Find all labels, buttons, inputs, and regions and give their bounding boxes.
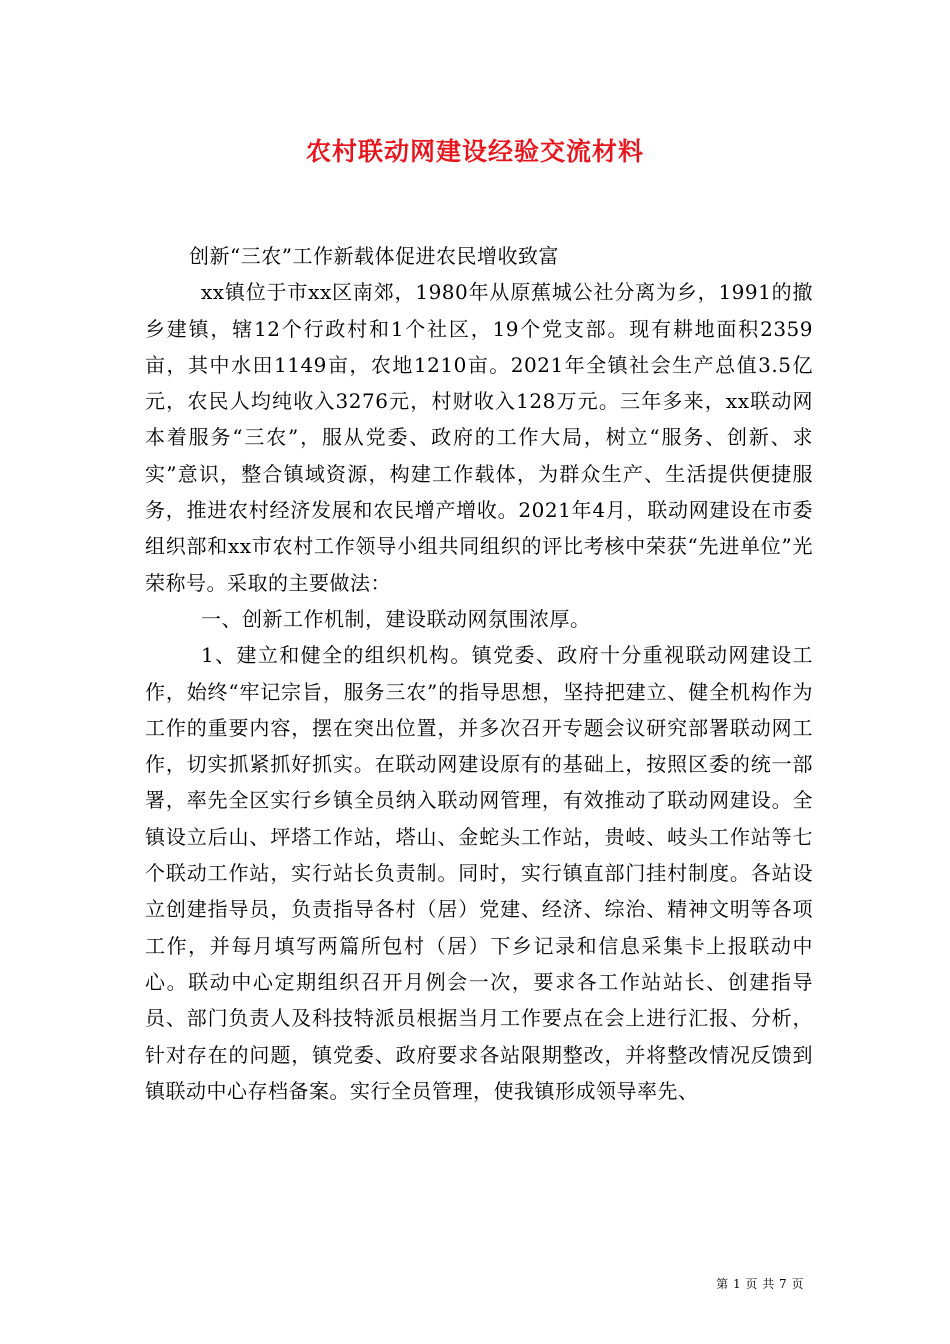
page-title: 农村联动网建设经验交流材料	[305, 137, 644, 166]
paragraph-intro: xx镇位于市xx区南郊，1980年从原蕉城公社分离为乡，1991的撤乡建镇，辖12个行政村和1个社区，19个党支部。现有耕地面积2359亩，其中水田1149亩，农地1210亩。2021年全镇社会生产总值3.5亿元，农民人均纯收入3276元，村财收入128万元。三年多来，xx联动网本着服务“三农”，服从党委、政府的工作大局，树立“服务、创新、求实”意识，整合镇域资源，构建工作载体，为群众生产、生活提供便捷服务，推进农村经济发展和农民增产增收。2021年4月，联动网建设在市委组织部和xx市农村工作领导小组共同组织的评比考核中荣获“先进单位”光荣称号。采取的主要做法：	[145, 280, 813, 595]
page-number: 第 1 页 共 7 页	[716, 1277, 804, 1291]
document-subtitle: 创新“三农”工作新载体促进农民增收致富	[189, 244, 559, 268]
paragraph-organization: 1、建立和健全的组织机构。镇党委、政府十分重视联动网建设工作，始终“牢记宗旨，服务三农”的指导思想，坚持把建立、健全机构作为工作的重要内容，摆在突出位置，并多次召开专题会议研究部署联动网工作，切实抓紧抓好抓实。在联动网建设原有的基础上，按照区委的统一部署，率先全区实行乡镇全员纳入联动网管理，有效推动了联动网建设。全镇设立后山、坪塔工作站，塔山、金蛇头工作站，贵岐、岐头工作站等七个联动工作站，实行站长负责制。同时，实行镇直部门挂村制度。各站设立创建指导员，负责指导各村（居）党建、经济、综治、精神文明等各项工作，并每月填写两篇所包村（居）下乡记录和信息采集卡上报联动中心。联动中心定期组织召开月例会一次，要求各工作站站长、创建指导员、部门负责人及科技特派员根据当月工作要点在会上进行汇报、分析，针对存在的问题，镇党委、政府要求各站限期整改，并将整改情况反馈到镇联动中心存档备案。实行全员管理，使我镇形成领导率先、	[145, 643, 813, 1103]
document-body	[145, 238, 813, 1109]
section-heading: 一、创新工作机制，建设联动网氛围浓厚。	[201, 606, 591, 631]
